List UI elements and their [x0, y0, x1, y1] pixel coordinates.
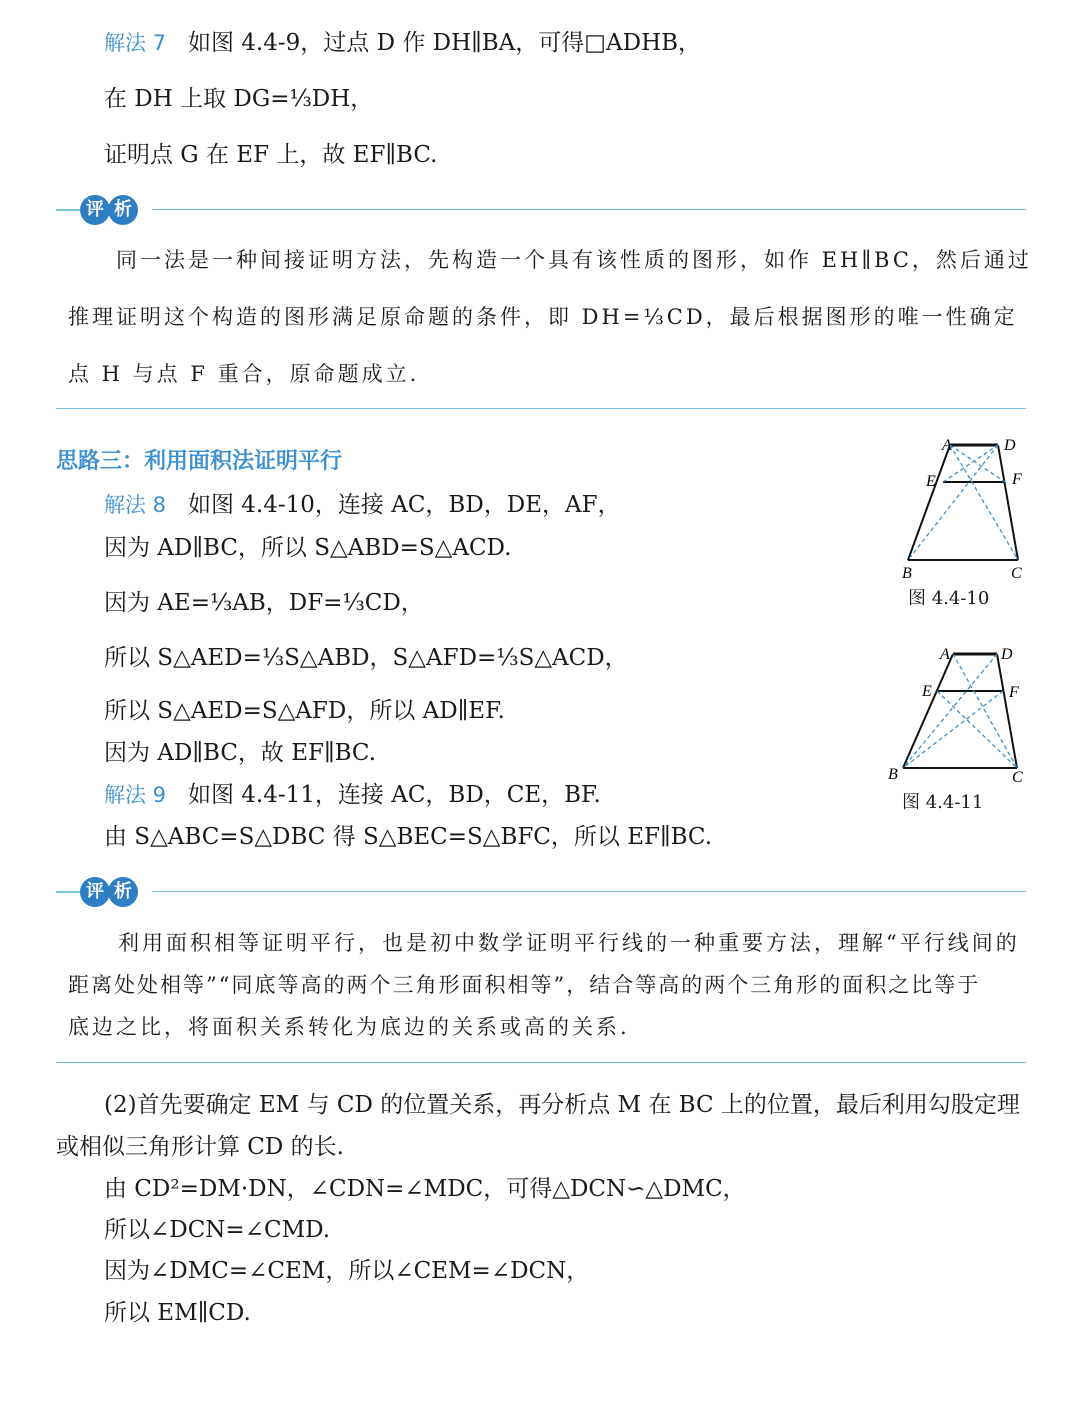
part2-line1: (2)首先要确定 EM 与 CD 的位置关系，再分析点 M 在 BC 上的位置，最后利用勾股定理: [104, 1092, 1020, 1118]
analysis-badge-1: [56, 192, 132, 228]
analysis-badge-char: 评: [80, 877, 110, 907]
part2-line3: 由 CD²=DM·DN，∠CDN=∠MDC，可得△DCN∽△DMC，: [104, 1176, 746, 1202]
fig11-label-e: E: [922, 683, 932, 700]
analysis-badge-char: 析: [108, 877, 138, 907]
solution9-label: 解法 9: [104, 783, 167, 807]
solution8-line4: 所以 S△AED=⅓S△ABD，S△AFD=⅓S△ACD，: [104, 645, 628, 671]
figure-4-4-10: [890, 432, 1040, 582]
figure-4-4-11-caption: 图 4.4-11: [902, 792, 984, 813]
fig11-label-d: D: [1001, 646, 1013, 663]
part2-line5: 因为∠DMC=∠CEM，所以∠CEM=∠DCN，: [104, 1258, 590, 1284]
solution8-line2: 因为 AD∥BC，所以 S△ABD=S△ACD.: [104, 535, 512, 561]
fig11-label-a: A: [940, 646, 950, 663]
analysis-badge-2: [56, 874, 132, 910]
part2-line4: 所以∠DCN=∠CMD.: [104, 1217, 331, 1243]
analysis-badge-char: 析: [108, 195, 138, 225]
solution8-label: 解法 8: [104, 493, 167, 517]
solution9-text1: 如图 4.4-11，连接 AC，BD，CE，BF.: [187, 782, 601, 808]
fig10-label-f: F: [1012, 471, 1022, 488]
analysis-badge-char: 评: [80, 195, 110, 225]
analysis1-line1: 同一法是一种间接证明方法，先构造一个具有该性质的图形，如作 EH∥BC，然后通过: [116, 248, 1032, 272]
solution7-line2: 在 DH 上取 DG=⅓DH，: [104, 86, 374, 112]
fig11-label-f: F: [1009, 684, 1019, 701]
figure-4-4-11: [880, 640, 1040, 790]
analysis-rule-bottom-1: [56, 408, 1026, 409]
analysis-rule-top-2: [152, 891, 1026, 892]
solution7-text1: 如图 4.4-9，过点 D 作 DH∥BA，可得□ADHB，: [187, 30, 702, 56]
analysis1-line2: 推理证明这个构造的图形满足原命题的条件，即 DH=⅓CD，最后根据图形的唯一性确定: [68, 305, 1018, 329]
solution7-label: 解法 7: [104, 31, 167, 55]
analysis1-line3: 点 H 与点 F 重合，原命题成立.: [68, 362, 420, 386]
solution9-line1: [104, 780, 601, 810]
solution8-text1: 如图 4.4-10，连接 AC，BD，DE，AF，: [187, 492, 621, 518]
fig10-label-e: E: [926, 473, 936, 490]
solution9-line2: 由 S△ABC=S△DBC 得 S△BEC=S△BFC，所以 EF∥BC.: [104, 824, 713, 850]
fig10-label-c: C: [1011, 565, 1022, 582]
analysis-rule-bottom-2: [56, 1062, 1026, 1063]
figure-4-4-10-caption: 图 4.4-10: [908, 588, 990, 609]
solution7-line1: [104, 28, 701, 58]
analysis-rule-top-1: [152, 209, 1026, 210]
solution8-line3: 因为 AE=⅓AB，DF=⅓CD，: [104, 590, 424, 616]
analysis2-line1: 利用面积相等证明平行，也是初中数学证明平行线的一种重要方法，理解“平行线间的: [118, 931, 1020, 955]
fig10-label-d: D: [1004, 437, 1016, 454]
part2-line2: 或相似三角形计算 CD 的长.: [56, 1134, 344, 1160]
section3-title: 思路三：利用面积法证明平行: [56, 449, 343, 474]
fig11-label-c: C: [1012, 769, 1023, 786]
analysis2-line2: 距离处处相等”“同底等高的两个三角形面积相等”，结合等高的两个三角形的面积之比等于: [68, 973, 981, 997]
analysis2-line3: 底边之比，将面积关系转化为底边的关系或高的关系.: [68, 1015, 630, 1039]
fig10-label-b: B: [902, 565, 912, 582]
solution8-line6: 因为 AD∥BC，故 EF∥BC.: [104, 740, 377, 766]
part2-line6: 所以 EM∥CD.: [104, 1300, 251, 1326]
fig10-label-a: A: [942, 437, 952, 454]
solution8-line1: [104, 490, 621, 520]
fig11-label-b: B: [888, 766, 898, 783]
solution7-line3: 证明点 G 在 EF 上，故 EF∥BC.: [104, 142, 438, 168]
solution8-line5: 所以 S△AED=S△AFD，所以 AD∥EF.: [104, 698, 505, 724]
